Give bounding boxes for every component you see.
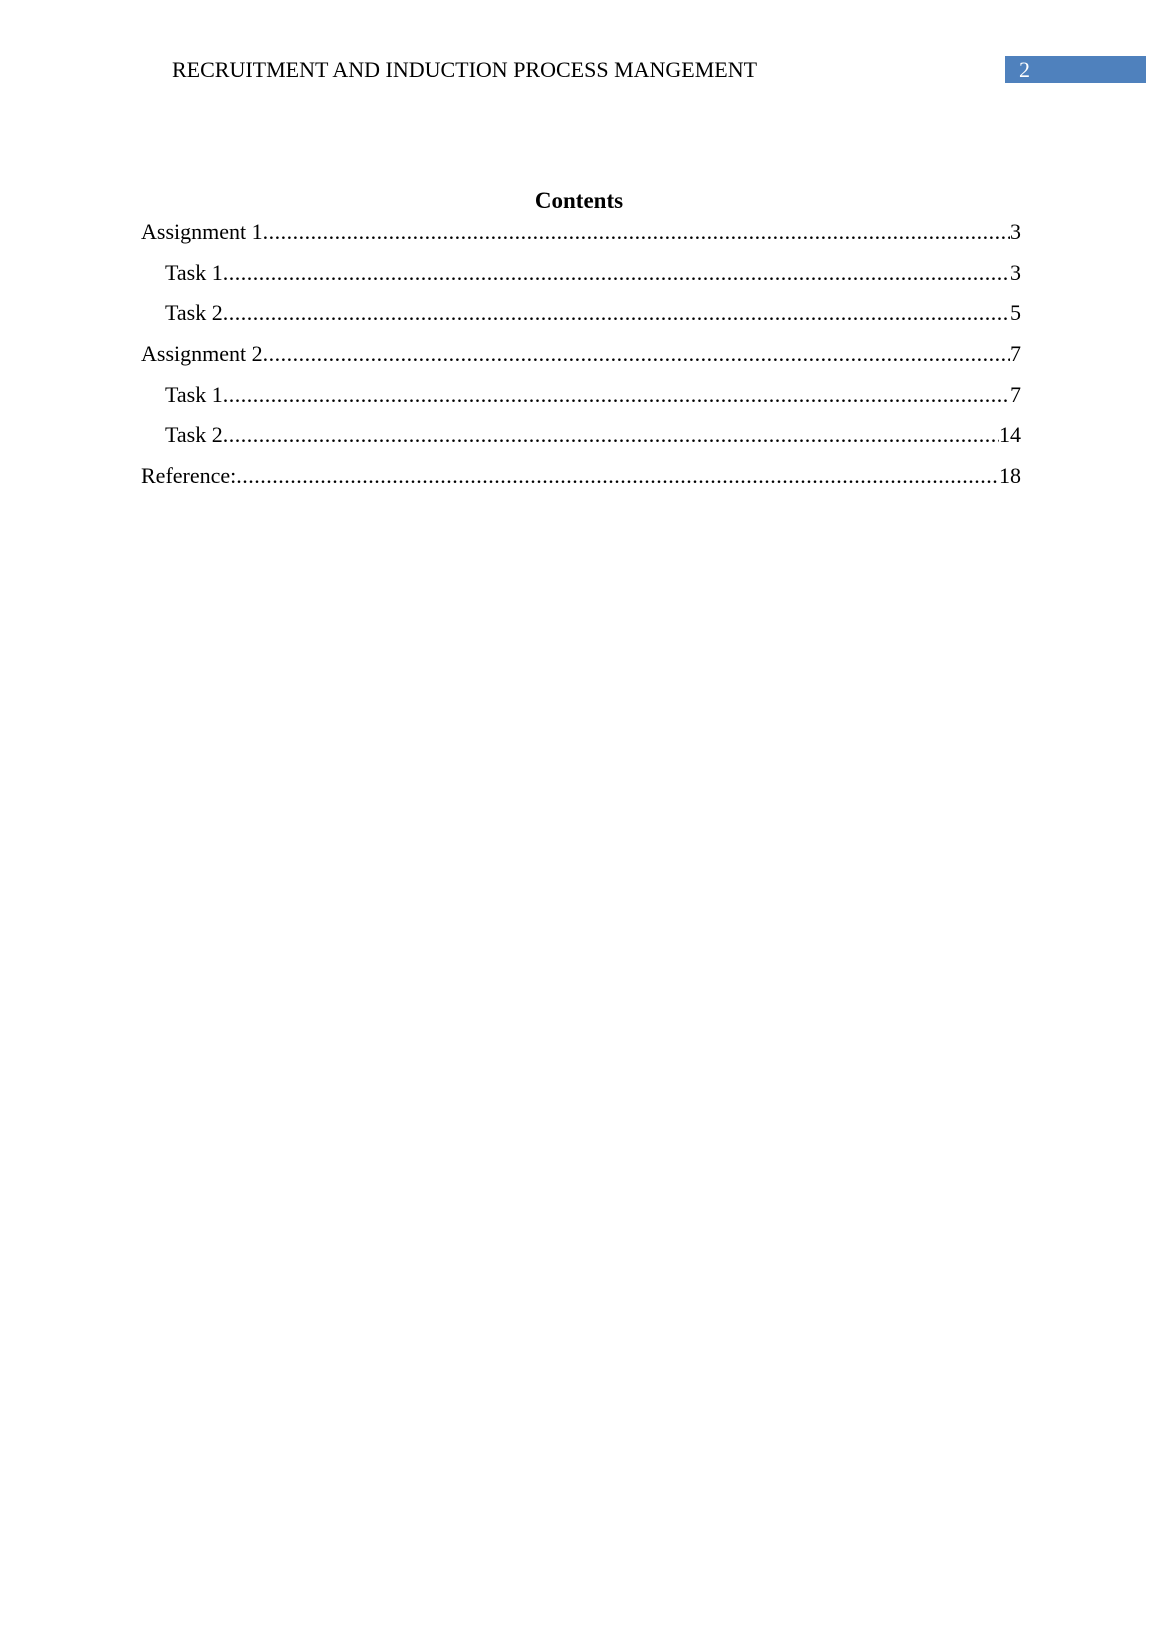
toc-entry-label: Task 1 bbox=[165, 259, 223, 285]
toc-entry-label: Task 2 bbox=[165, 422, 223, 448]
toc-entry-assignment-1[interactable] bbox=[141, 216, 1021, 257]
toc-entry-page: 18 bbox=[999, 463, 1021, 489]
toc-entry-assignment-2-task-2[interactable] bbox=[141, 419, 1021, 460]
toc-dot-leader bbox=[223, 257, 1010, 289]
toc-dot-leader bbox=[236, 460, 999, 492]
toc-dot-leader bbox=[263, 216, 1010, 248]
toc-entry-reference[interactable] bbox=[141, 460, 1021, 501]
toc-entry-assignment-2-task-1[interactable] bbox=[141, 379, 1021, 420]
toc-entry-label: Task 1 bbox=[165, 381, 223, 407]
toc-entry-page: 3 bbox=[1010, 219, 1021, 244]
toc-entry-label: Assignment 2 bbox=[141, 341, 263, 367]
toc-entry-assignment-1-task-1[interactable] bbox=[141, 257, 1021, 298]
toc-dot-leader bbox=[223, 379, 1010, 411]
toc-dot-leader bbox=[263, 338, 1010, 370]
toc-dot-leader bbox=[223, 419, 999, 451]
toc-entry-label: Task 2 bbox=[165, 300, 223, 326]
toc-entry-page: 7 bbox=[1010, 341, 1021, 367]
toc-entry-page: 3 bbox=[1010, 259, 1021, 285]
toc-entry-page: 5 bbox=[1010, 300, 1021, 326]
running-header-title: RECRUITMENT AND INDUCTION PROCESS MANGEMENT bbox=[172, 57, 758, 82]
toc-entry-assignment-2[interactable] bbox=[141, 338, 1021, 379]
toc-dot-leader bbox=[223, 297, 1010, 329]
toc-entry-label: Assignment 1 bbox=[141, 219, 263, 244]
toc-entry-page: 7 bbox=[1010, 381, 1021, 407]
toc-entry-page: 14 bbox=[999, 422, 1021, 448]
toc-entry-label: Reference: bbox=[141, 463, 237, 489]
table-of-contents bbox=[141, 216, 1021, 501]
toc-entry-assignment-1-task-2[interactable] bbox=[141, 297, 1021, 338]
page-number-badge: 2 bbox=[1005, 56, 1146, 83]
toc-heading: Contents bbox=[534, 188, 624, 213]
